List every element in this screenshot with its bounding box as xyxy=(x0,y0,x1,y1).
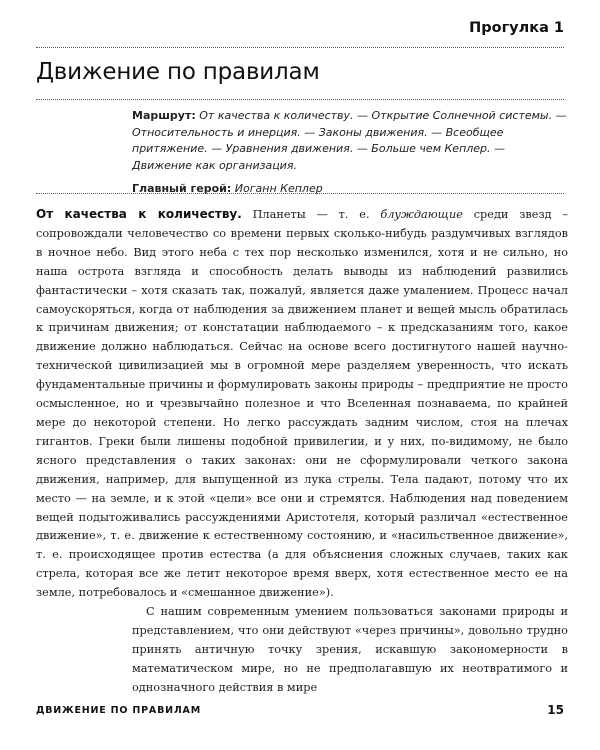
route-text: От качества к количеству. — Открытие Солнечной системы. — Относительность и инерция. — Законы движения. — Всеобщее притяжение. — Уравнения движения. — Больше чем Кеплер. — Движение как организация. xyxy=(132,109,567,172)
route-block xyxy=(132,108,568,198)
paragraph-1-rest: среди звезд – сопровождали человечество со времени первых сколько-нибудь раздумчивых взглядов в ночное небо. Вид этого неба с тех пор несколько изменился, хотя и не сильно, но наша острота взгляда и способность делать выводы из наблюдений развились фантастически – хотя сказать так, пожалуй, является даже умалением. Процесс начал самоускоряться, когда от наблюдения за движением планет и вещей мысль обратилась к причинам движения; от констатации наблюдаемого – к предсказаниям того, какое движение должно наблюдаться. Сейчас на основе всего достигнутого нашей научно-технической цивилизацией мы в огромной мере разделяем уверенность, что искать фундаментальные причины и формулировать законы природы – предприятие не просто осмысленное, но и чрезвычайно полезное и что Вселенная познаваема, по крайней мере до некоторой степени. Но легко рассуждать задним числом, стоя на плечах гигантов. Греки были лишены подобной привилегии, и у них, по-видимому, не было ясного представления о таких законах: они не сформулировали четкого закона движения, например, для выпущенной из лука стрелы. Тела падают, потому что их место — на земле, и к этой «цели» все они и стремятся. Наблюдения над поведением вещей подытоживались рассуждениями Аристотеля, который различал «естественное движение», т. е. движение к естественному состоянию, и «насильственное движение», т. е. происходящее против естества (а для объяснения сложных случаев, таких как стрела, которая все же летит некоторое время вверх, хотя естественное место ее на земле, потребовалось и «смешанное движение»). xyxy=(36,208,568,600)
footer-title: ДВИЖЕНИЕ ПО ПРАВИЛАМ xyxy=(36,705,201,716)
hero-line xyxy=(132,181,568,198)
section-lead: От качества к количеству. xyxy=(36,207,242,221)
walk-label: Прогулка 1 xyxy=(469,20,564,36)
top-divider xyxy=(36,47,564,48)
hero-name: Иоганн Кеплер xyxy=(234,182,323,195)
paragraph-1-italic: блуждающие xyxy=(380,208,463,221)
route-line xyxy=(132,108,568,174)
chapter-title: Движение по правилам xyxy=(36,59,320,85)
body-text xyxy=(36,205,568,698)
paragraph-1 xyxy=(36,205,568,603)
title-divider xyxy=(36,99,564,100)
hero-label: Главный герой: xyxy=(132,182,232,195)
hero-divider xyxy=(36,193,564,194)
route-label: Маршрут: xyxy=(132,109,196,122)
paragraph-2: С нашим современным умением пользоваться законами природы и представлением, что они действуют «через причины», довольно трудно принять античную точку зрения, искавшую закономерности в математическом мире, но не предполагавшую их неотвратимого и однозначного действия в мире xyxy=(132,605,568,694)
page-number: 15 xyxy=(547,703,564,717)
paragraph-1-start: Планеты — т. е. xyxy=(241,208,381,221)
